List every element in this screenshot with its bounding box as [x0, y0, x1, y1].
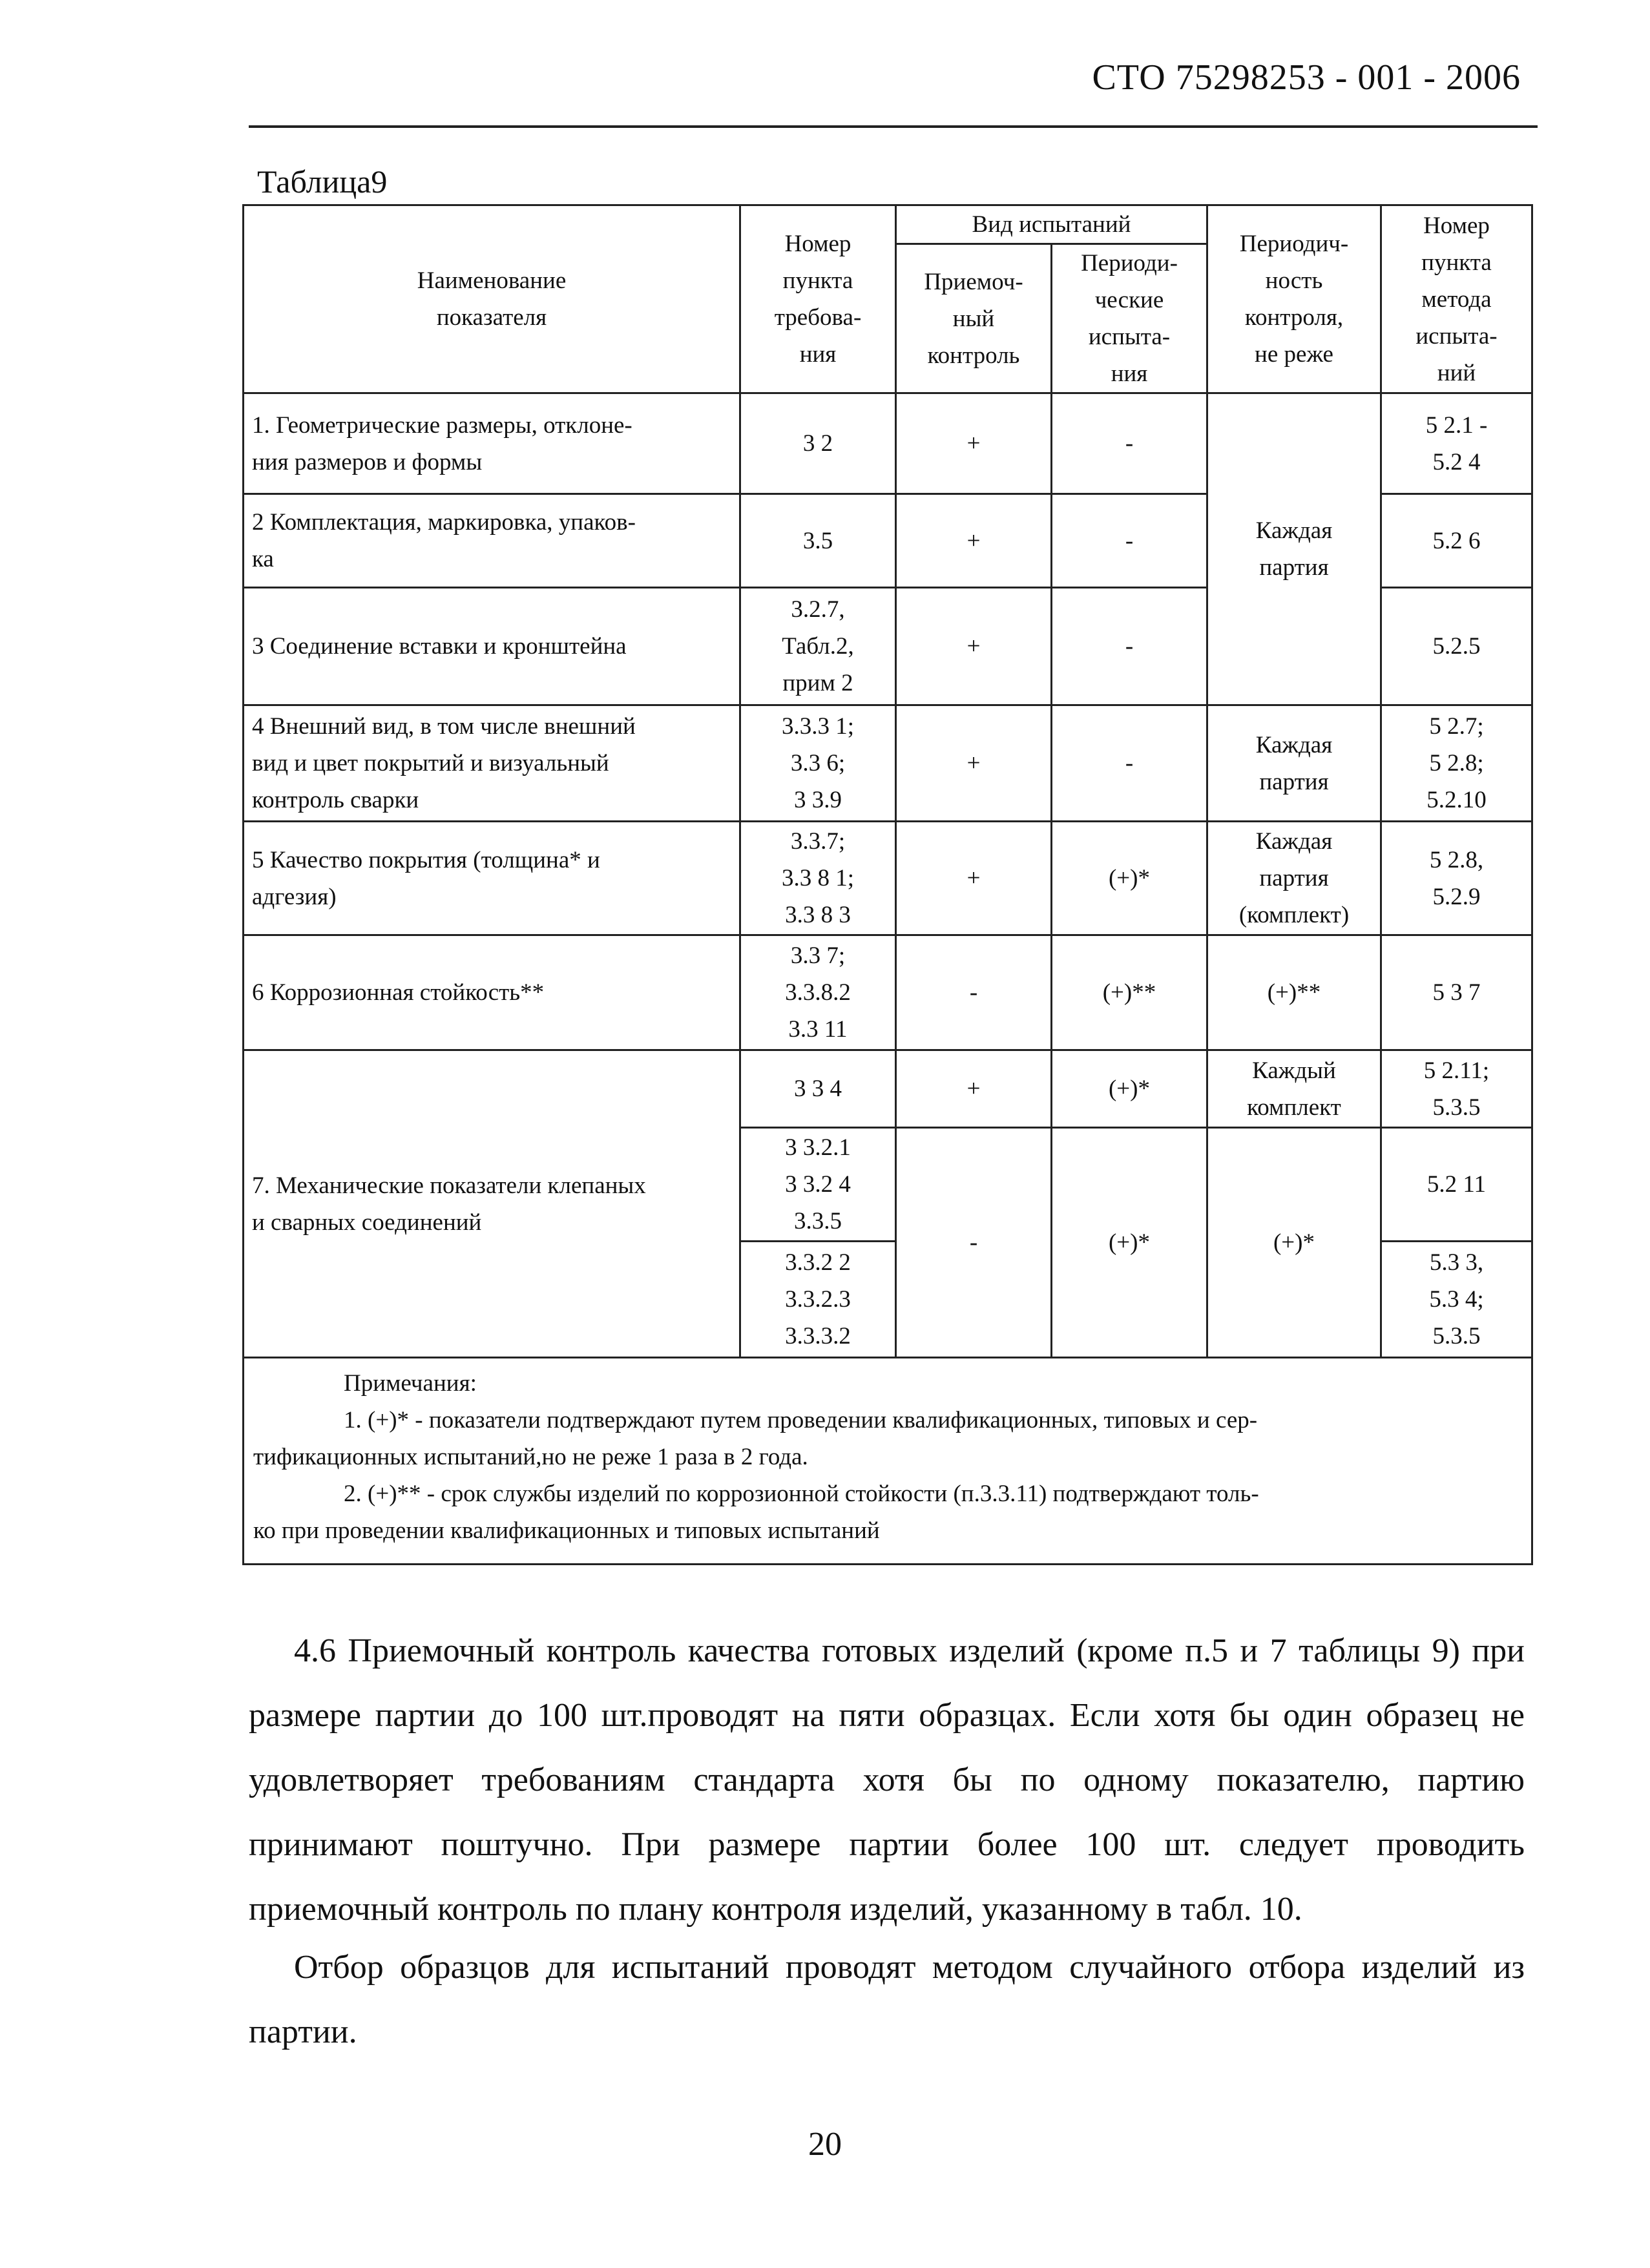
table-notes: [244, 1358, 1532, 1565]
row-requirement: 3.5: [740, 494, 896, 588]
row-periodic: (+)*: [1052, 822, 1207, 935]
row-method: 5.2.5: [1381, 588, 1532, 705]
row-periodic: -: [1052, 494, 1207, 588]
row-acceptance: +: [896, 393, 1052, 494]
table-row: [244, 1050, 1532, 1128]
row-name: 7. Механические показатели клепаных и сварных соединений: [244, 1050, 740, 1358]
notes-title: Примечания:: [344, 1370, 477, 1397]
row-periodicity: (+)*: [1207, 1128, 1381, 1358]
paragraph-sampling: Отбор образцов для испытаний проводят методом случайного отбора изделий из партии.: [249, 1949, 1525, 2050]
row-method: 5 2.1 - 5.2 4: [1381, 393, 1532, 494]
row-method: 5.2 11: [1381, 1128, 1532, 1242]
row-requirement: 3.2.7, Табл.2, прим 2: [740, 588, 896, 705]
table-row: [244, 935, 1532, 1050]
row-method: 5.3 3, 5.3 4; 5.3.5: [1381, 1242, 1532, 1358]
table-row: [244, 822, 1532, 935]
row-requirement: 3 2: [740, 393, 896, 494]
note-1-line-2: тификационных испытаний,но не реже 1 раза в 2 года.: [253, 1444, 808, 1470]
row-method: 5 2.11; 5.3.5: [1381, 1050, 1532, 1128]
row-periodicity: Каждый комплект: [1207, 1050, 1381, 1128]
row-name: 6 Коррозионная стойкость**: [244, 935, 740, 1050]
row-acceptance: +: [896, 705, 1052, 822]
table-9: [242, 204, 1533, 1565]
row-acceptance: +: [896, 588, 1052, 705]
row-acceptance: +: [896, 1050, 1052, 1128]
table-caption: Таблица9: [257, 163, 388, 200]
row-requirement: 3 3.2.1 3 3.2 4 3.3.5: [740, 1128, 896, 1242]
header-periodic: Периоди- ческие испыта- ния: [1052, 244, 1207, 393]
row-requirement: 3.3.2 2 3.3.2.3 3.3.3.2: [740, 1242, 896, 1358]
table-row: [244, 393, 1532, 494]
row-name: 3 Соединение вставки и кронштейна: [244, 588, 740, 705]
document-code: СТО 75298253 - 001 - 2006: [1092, 57, 1521, 98]
row-periodicity: Каждая партия: [1207, 393, 1381, 705]
paragraph-4-6: 4.6 Приемочный контроль качества готовых изделий (кроме п.5 и 7 таблицы 9) при размере партии до 100 шт.проводят на пяти образцах. Если хотя бы один образец не удовлетворяет требованиям стандарта хотя бы по одному показателю, партию принимают поштучно. При размере партии более 100 шт. следует проводить приемочный контроль по плану контроля изделий, указанному в табл. 10.: [249, 1632, 1525, 1928]
row-acceptance: +: [896, 494, 1052, 588]
row-method: 5 2.7; 5 2.8; 5.2.10: [1381, 705, 1532, 822]
note-2-line-1: 2. (+)** - срок службы изделий по коррозионной стойкости (п.3.3.11) подтверждают толь-: [344, 1481, 1259, 1507]
header-requirement: Номер пункта требова- ния: [740, 205, 896, 393]
row-method: 5 2.8, 5.2.9: [1381, 822, 1532, 935]
row-name: 1. Геометрические размеры, отклоне- ния размеров и формы: [244, 393, 740, 494]
row-periodic: (+)**: [1052, 935, 1207, 1050]
row-periodic: (+)*: [1052, 1050, 1207, 1128]
header-test-type: Вид испытаний: [896, 205, 1207, 244]
row-requirement: 3.3 7; 3.3.8.2 3.3 11: [740, 935, 896, 1050]
header-name: Наименование показателя: [244, 205, 740, 393]
page-number: 20: [808, 2126, 842, 2163]
note-1-line-1: 1. (+)* - показатели подтверждают путем проведении квалификационных, типовых и сер-: [344, 1407, 1258, 1433]
row-periodic: (+)*: [1052, 1128, 1207, 1358]
header-method: Номер пункта метода испыта- ний: [1381, 205, 1532, 393]
row-periodicity: Каждая партия (комплект): [1207, 822, 1381, 935]
row-periodicity: Каждая партия: [1207, 705, 1381, 822]
table-row: [244, 705, 1532, 822]
header-acceptance: Приемоч- ный контроль: [896, 244, 1052, 393]
header-rule: [249, 125, 1538, 128]
row-requirement: 3 3 4: [740, 1050, 896, 1128]
row-name: 2 Комплектация, маркировка, упаков- ка: [244, 494, 740, 588]
note-2-line-2: ко при проведении квалификационных и типовых испытаний: [253, 1517, 880, 1544]
row-name: 4 Внешний вид, в том числе внешний вид и цвет покрытий и визуальный контроль сварки: [244, 705, 740, 822]
row-method: 5 3 7: [1381, 935, 1532, 1050]
row-method: 5.2 6: [1381, 494, 1532, 588]
row-acceptance: -: [896, 1128, 1052, 1358]
row-requirement: 3.3.7; 3.3 8 1; 3.3 8 3: [740, 822, 896, 935]
row-name: 5 Качество покрытия (толщина* и адгезия): [244, 822, 740, 935]
row-periodic: -: [1052, 393, 1207, 494]
row-acceptance: +: [896, 822, 1052, 935]
row-acceptance: -: [896, 935, 1052, 1050]
row-requirement: 3.3.3 1; 3.3 6; 3 3.9: [740, 705, 896, 822]
row-periodic: -: [1052, 588, 1207, 705]
row-periodicity: (+)**: [1207, 935, 1381, 1050]
row-periodic: -: [1052, 705, 1207, 822]
header-periodicity: Периодич- ность контроля, не реже: [1207, 205, 1381, 393]
